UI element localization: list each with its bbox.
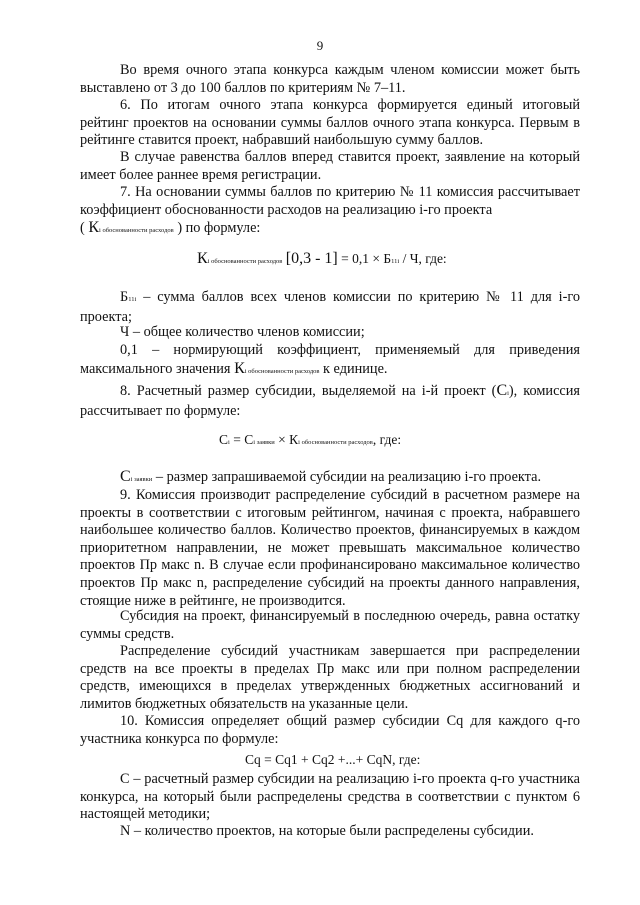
definition-ch: Ч – общее количество членов комиссии; [120, 324, 365, 340]
symbol-c: С [496, 382, 508, 399]
formula-total: Cq = Cq1 + Cq2 +...+ CqN, где: [245, 752, 421, 767]
formula-k-subscript: i обоснованности расходов [207, 258, 283, 265]
paragraph-8-text: 8. Расчетный размер субсидии, выделяемой на i-й проект ( [120, 383, 497, 399]
formula-subsidy [219, 432, 401, 448]
definition-norm-text: 0,1 – нормирующий коэффициент, применяемый для приведения максимального значения [80, 342, 580, 377]
formula2-end: , где: [372, 432, 402, 447]
symbol-c-subscript: i [507, 390, 509, 397]
symbol-b-subscript: 11i [128, 296, 137, 303]
paragraph-8-subsidy [80, 382, 580, 420]
symbol-c-2-subscript: i заявки [130, 476, 153, 483]
paren-open: ( [80, 220, 85, 237]
formula-rhs: = 0,1 × Б [341, 251, 392, 266]
definition-norm-tail: к единице. [323, 360, 388, 377]
formula2-k-subscript: i обоснованности расходов [298, 439, 373, 446]
formula-range: [0,3 - 1] [285, 250, 338, 267]
symbol-k-2: К [234, 359, 245, 377]
formula-k: К [197, 250, 208, 267]
paragraph-10-total: 10. Комиссия определяет общий размер субсидии Cq для каждого q-го участника конкурса по формуле: [80, 713, 580, 747]
paragraph-9-distribution: 9. Комиссия производит распределение субсидий в расчетном размере на проекты в соответствии с итоговым рейтингом, начиная с проекта, набравшего наибольшее количество баллов. Количество проектов, финансируемых в каждом приоритетном направлении, не может превышать максимальное количество проектов Пр макс n. В случае если профинансировано максимальное количество проектов Пр макс n, распределение субсидий на проекты данного направления, стоящие ниже в рейтинге, не производится. [80, 487, 580, 609]
paragraph-6-rating: 6. По итогам очного этапа конкурса формируется единый итоговый рейтинг проектов на основании суммы баллов очного этапа конкурса. Первым в рейтинге ставится проект, набравший наибольшую сумму баллов. [80, 97, 580, 149]
definition-norm [80, 342, 580, 380]
formula2-c: С [219, 432, 229, 447]
formula2-times: × К [278, 432, 299, 447]
paragraph-scoring-range: Во время очного этапа конкурса каждым членом комиссии может быть выставлено от 3 до 100 баллов по критериям № 7–11. [80, 62, 580, 96]
formula2-eq: = С [233, 432, 254, 447]
formula-end: / Ч, где: [402, 251, 447, 266]
definition-c-request [80, 468, 580, 489]
symbol-c-2: С [120, 468, 131, 485]
formula2-c2-subscript: i заявки [253, 439, 275, 446]
paragraph-last-subsidy: Субсидия на проект, финансируемый в последнюю очередь, равна остатку суммы средств. [80, 608, 580, 642]
definition-b11i [80, 289, 580, 326]
paragraph-distribution-end: Распределение субсидий участникам завершается при распределении средств на все проекты в пределах Пр макс или при полном распределении средств, имеющихся в пределах утвержденных бюджетных ассигнований и лимитов бюджетных обязательств на указанные цели. [80, 643, 580, 712]
definition-c: С – расчетный размер субсидии на реализацию i-го проекта q-го участника конкурса, на который были распределены средства в соответствии с пунктом 6 настоящей методики; [80, 771, 580, 823]
paragraph-7-text: 7. На основании суммы баллов по критерию № 11 комиссия рассчитывает коэффициент обоснованности расходов на реализацию i-го проекта [80, 184, 580, 218]
paragraph-7-coefficient [80, 184, 580, 240]
symbol-k-2-subscript: i обоснованности расходов [244, 367, 320, 375]
page-number: 9 [316, 38, 324, 53]
paragraph-7-tail: ) по формуле: [177, 220, 261, 237]
paragraph-tie-break: В случае равенства баллов вперед ставится проект, заявление на который имеет более раннее время регистрации. [80, 149, 580, 183]
formula-b-subscript: 11i [391, 258, 400, 265]
symbol-b: Б [120, 289, 129, 305]
definition-c-request-text: – размер запрашиваемой субсидии на реализацию i-го проекта. [155, 469, 542, 485]
definition-n: N – количество проектов, на которые были распределены субсидии. [120, 823, 534, 839]
symbol-k: К [88, 219, 100, 237]
symbol-k-subscript: i обоснованности расходов [99, 227, 174, 235]
paragraph-8-tail: ), комиссия рассчитывает по формуле: [80, 383, 580, 419]
formula2-c-subscript: i [228, 439, 230, 446]
formula-coefficient [197, 250, 447, 268]
definition-b11i-text: – сумма баллов всех членов комиссии по критерию № 11 для i-го проекта; [80, 289, 580, 325]
